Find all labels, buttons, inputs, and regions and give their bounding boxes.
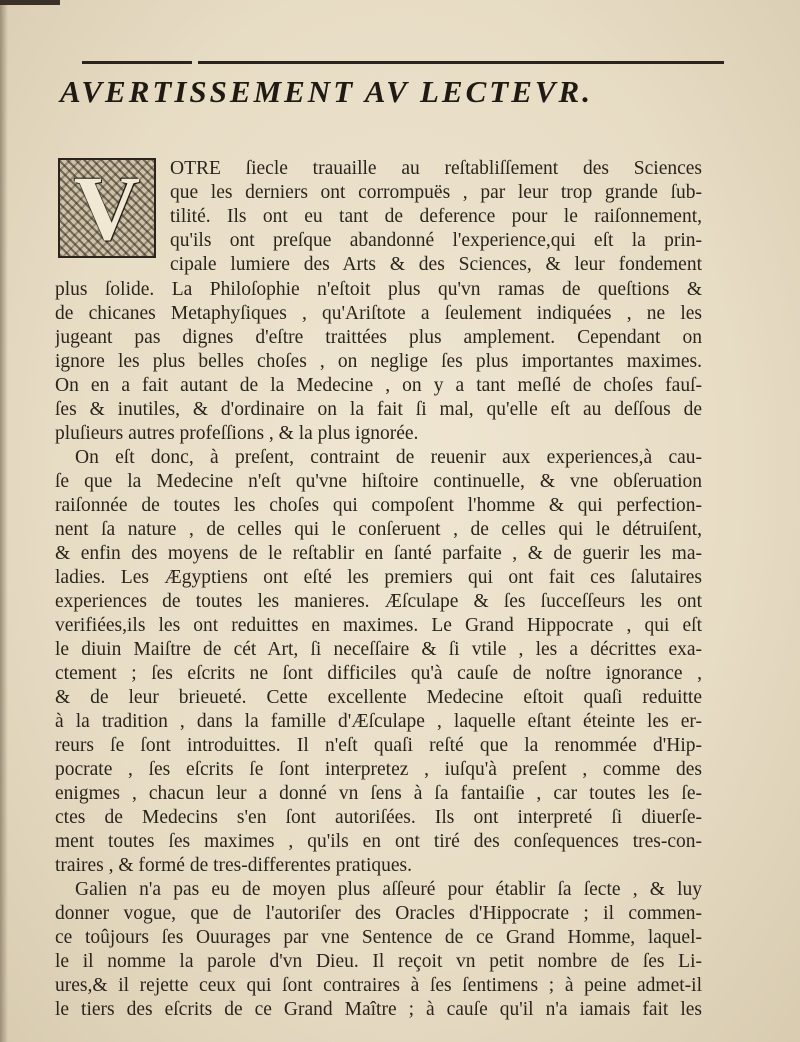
text-line: experiences de toutes les manieres. Æſculape & ſes ſucceſſeurs les ont	[55, 591, 702, 612]
text-line: ladies. Les Ægyptiens ont eſté les premiers qui ont fait ces ſalutaires	[55, 567, 702, 588]
text-line: le diuin Maiſtre de cét Art, ſi neceſſaire & ſi vtile , les a décrittes exa-	[55, 639, 702, 660]
text-line: ignore les plus belles choſes , on neglige ſes plus importantes maximes.	[55, 351, 702, 372]
text-line: qu'ils ont preſque abandonné l'experience,qui eſt la prin-	[170, 230, 702, 251]
text-line: nent ſa nature , de celles qui le conſeruent , de celles qui le détruiſent,	[55, 519, 702, 540]
text-line: OTRE ſiecle trauaille au reſtabliſſement des Sciences	[170, 158, 702, 179]
text-line: à la tradition , dans la famille d'Æſculape , laquelle eſtant éteinte les er-	[55, 711, 702, 732]
dropcap-letter: V	[73, 157, 141, 259]
text-line: Galien n'a pas eu de moyen plus aſſeuré pour établir ſa ſecte , & luy	[75, 879, 702, 900]
text-line: donner vogue, que de l'autoriſer des Oracles d'Hippocrate ; il commen-	[55, 903, 702, 924]
text-line: que les derniers ont corrompuës , par leur trop grande ſub-	[170, 182, 702, 203]
text-line: traires , & formé de tres-differentes pratiques.	[55, 855, 412, 876]
text-line: tilité. Ils ont eu tant de deference pour le raiſonnement,	[170, 206, 702, 227]
text-line: pocrate , ſes eſcrits ſe ſont interpretez , iuſqu'à preſent , comme des	[55, 759, 702, 780]
text-line: ures,& il rejette ceux qui ſont contraires à ſes ſentimens ; à peine admet-il	[55, 975, 702, 996]
text-line: ment toutes ſes maximes , qu'ils en ont tiré des conſequences tres-con-	[55, 831, 702, 852]
text-line: reurs ſe ſont introduittes. Il n'eſt quaſi reſté que la renommée d'Hip-	[55, 735, 702, 756]
text-line: pluſieurs autres profeſſions , & la plus ignorée.	[55, 423, 419, 444]
text-line: ſe que la Medecine n'eſt qu'vne hiſtoire continuelle, & vne obſeruation	[55, 471, 702, 492]
text-line: plus ſolide. La Philoſophie n'eſtoit plus qu'vn ramas de queſtions &	[55, 279, 702, 300]
text-line: enigmes , chacun leur a donné vn ſens à ſa fantaiſie , car toutes les ſe-	[55, 783, 702, 804]
text-line: ſes & inutiles, & d'ordinaire on la fait ſi mal, qu'elle eſt au deſſous de	[55, 399, 702, 420]
text-line: ce toûjours ſes Ouurages par vne Sentence de ce Grand Homme, laquel-	[55, 927, 702, 948]
text-line: ctes de Medecins s'en ſont autoriſées. Ils ont interpreté ſi diuerſe-	[55, 807, 702, 828]
text-line: & de leur brieueté. Cette excellente Medecine eſtoit quaſi reduitte	[55, 687, 702, 708]
text-line: raiſonnée de toutes les choſes qui compoſent l'homme & qui perfection-	[55, 495, 702, 516]
page-title: AVERTISSEMENT AV LECTEVR.	[60, 74, 593, 109]
text-line: On en a fait autant de la Medecine , on y a tant meſlé de choſes fauſ-	[55, 375, 702, 396]
text-line: le tiers des eſcrits de ce Grand Maître ; à cauſe qu'il n'a iamais fait les	[55, 999, 702, 1020]
text-line: de chicanes Metaphyſiques , qu'Ariſtote a ſeulement indiquées , ne les	[55, 303, 702, 324]
text-line: ctement ; ſes eſcrits ne ſont difficiles qu'à cauſe de noſtre ignorance ,	[55, 663, 702, 684]
text-line: cipale lumiere des Arts & des Sciences, & leur fondement	[170, 254, 702, 275]
text-line: le il nomme la parole d'vn Dieu. Il reçoit vn petit nombre de ſes Li-	[55, 951, 702, 972]
text-line: & enfin des moyens de le reſtablir en ſanté parfaite , & de guerir les ma-	[55, 543, 702, 564]
text-line: jugeant pas dignes d'eſtre traittées plus amplement. Cependant on	[55, 327, 702, 348]
text-line: verifiées,ils les ont reduittes en maximes. Le Grand Hippocrate , qui eſt	[55, 615, 702, 636]
text-line: On eſt donc, à preſent, contraint de reuenir aux experiences,à cau-	[75, 447, 702, 468]
